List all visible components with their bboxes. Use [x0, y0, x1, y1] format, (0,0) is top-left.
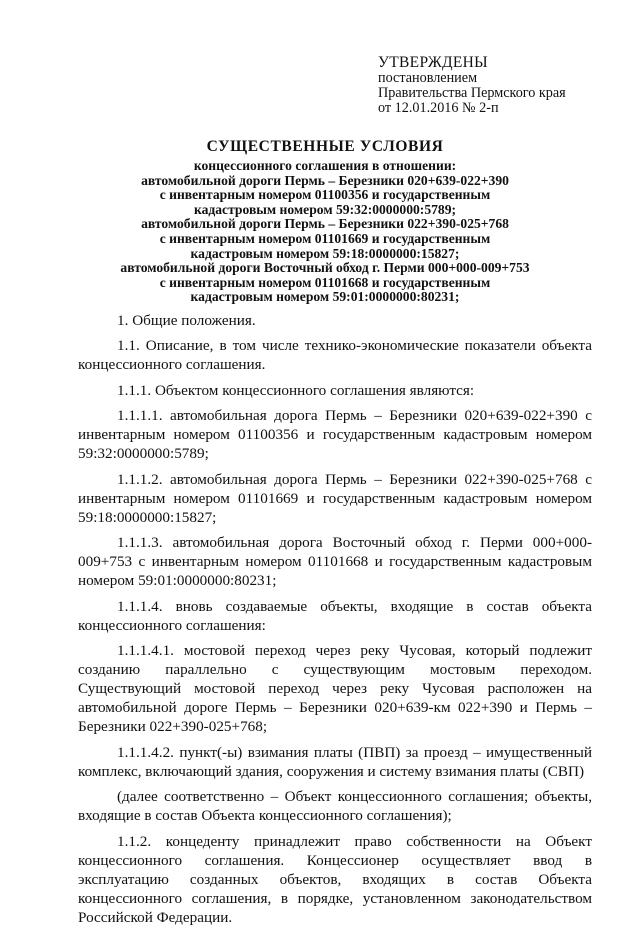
- title-line: с инвентарным номером 01100356 и государственным: [159, 187, 491, 203]
- title-line: кадастровым номером 59:01:0000000:80231;: [190, 289, 460, 305]
- paragraph: 1.1. Описание, в том числе технико-экономические показатели объекта концессионного соглашения.: [78, 337, 592, 373]
- paragraph: 1. Общие положения.: [117, 312, 256, 329]
- paragraph: 1.1.1.3. автомобильная дорога Восточный обход г. Перми 000+000-009+753 с инвентарным номером 01101668 и государственным кадастровым номером 59:01:0000000:80231;: [78, 534, 592, 589]
- title-line: концессионного соглашения в отношении:: [193, 158, 457, 173]
- paragraph: 1.1.1.2. автомобильная дорога Пермь – Березники 022+390-025+768 с инвентарным номером 01101669 и государственным кадастровым номером 59:18:0000000:15827;: [78, 470, 592, 526]
- title-line: автомобильной дороги Восточный обход г. Перми 000+000-009+753: [120, 260, 530, 276]
- document-body: [78, 311, 592, 933]
- approval-heading: УТВЕРЖДЕНЫ: [378, 54, 488, 71]
- paragraph: (далее соответственно – Объект концессионного соглашения; объекты, входящие в состав Объекта концессионного соглашения);: [78, 788, 592, 824]
- approval-line: Правительства Пермского края: [378, 85, 566, 101]
- document-title: [90, 137, 560, 305]
- paragraph: 1.1.2. концеденту принадлежит право собственности на Объект концессионного соглашения. Концессионер осуществляет ввод в эксплуатацию созданных объектов, входящих в состав Объекта концессионного соглашения, в порядке, установленном законодательством Российской Федерации.: [78, 832, 592, 926]
- approval-stamp: [378, 54, 566, 116]
- title-line: с инвентарным номером 01101668 и государственным: [159, 274, 491, 290]
- approval-date: от 12.01.2016 № 2-п: [378, 100, 499, 116]
- title-line: автомобильной дороги Пермь – Березники 022+390-025+768: [141, 216, 509, 232]
- title-line: кадастровым номером 59:18:0000000:15827;: [190, 245, 460, 261]
- title-line: автомобильной дороги Пермь – Березники 020+639-022+390: [141, 172, 509, 188]
- paragraph: 1.1.1.4.1. мостовой переход через реку Чусовая, который подлежит созданию параллельно с существующим мостовым переходом. Существующий мостовой переход через реку Чусовая расположен на автомобильной дороге Пермь – Березники 020+639-км 022+390 и Пермь – Березники 022+390-025+768;: [78, 642, 592, 735]
- title-main: СУЩЕСТВЕННЫЕ УСЛОВИЯ: [206, 138, 444, 155]
- paragraph: 1.1.1. Объектом концессионного соглашения являются:: [117, 381, 475, 399]
- paragraph: 1.1.1.1. автомобильная дорога Пермь – Березники 020+639-022+390 с инвентарным номером 01100356 и государственным кадастровым номером 59:32:0000000:5789;: [78, 407, 592, 462]
- paragraph: 1.1.1.4. вновь создаваемые объекты, входящие в состав объекта концессионного соглашения:: [78, 597, 592, 634]
- approval-line: постановлением: [378, 70, 478, 86]
- title-line: кадастровым номером 59:32:0000000:5789;: [193, 201, 457, 217]
- paragraph: 1.1.1.4.2. пункт(-ы) взимания платы (ПВП) за проезд – имущественный комплекс, включающий здания, сооружения и систему взимания платы (СВП): [78, 743, 592, 780]
- title-line: с инвентарным номером 01101669 и государственным: [159, 230, 491, 246]
